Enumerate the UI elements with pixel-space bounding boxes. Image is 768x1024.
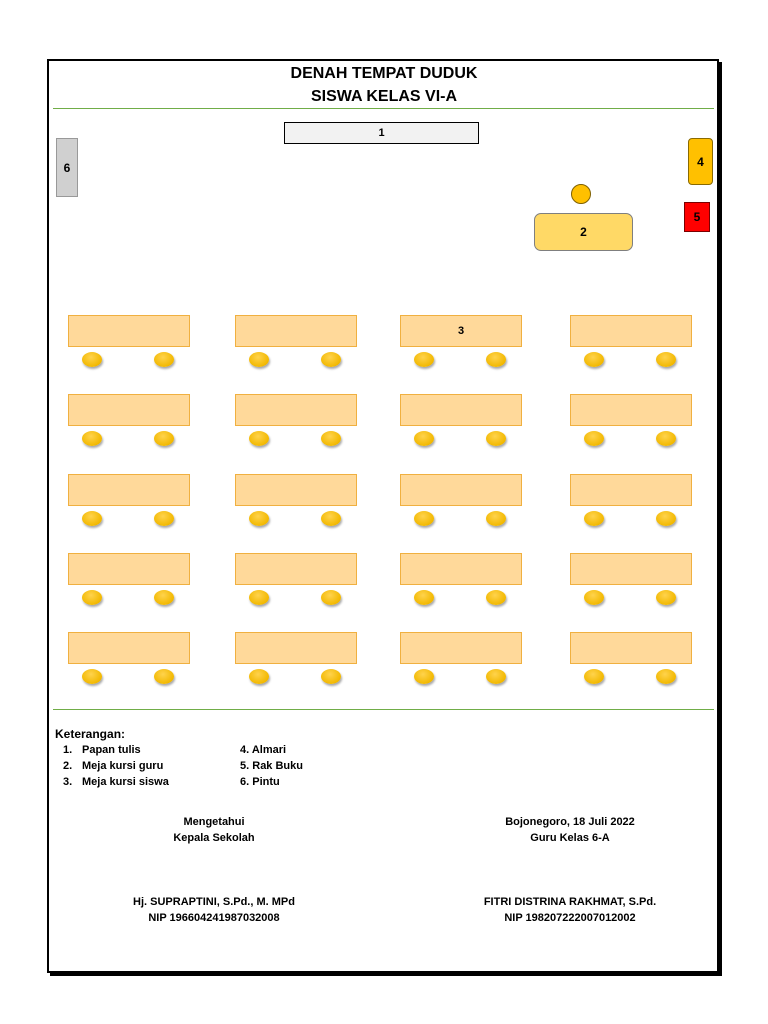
legend-number: 1. <box>63 744 73 756</box>
left-sig-line-2: Kepala Sekolah <box>173 832 255 844</box>
right-sig-line-1: Bojonegoro, 18 Juli 2022 <box>505 816 635 828</box>
student-chair <box>154 511 174 526</box>
student-desk <box>68 553 190 585</box>
left-sig-line-1: Mengetahui <box>183 816 245 828</box>
student-chair <box>249 511 269 526</box>
student-chair <box>321 511 341 526</box>
bottom-divider <box>53 709 714 710</box>
legend-label: Almari <box>251 744 287 756</box>
legend-title: Keterangan: <box>55 727 126 741</box>
student-desk <box>68 394 190 426</box>
student-desk <box>570 553 692 585</box>
teacher-desk: 2 <box>534 213 633 251</box>
student-chair <box>321 590 341 605</box>
legend-item-student-desk <box>63 774 169 790</box>
student-desk <box>570 394 692 426</box>
student-chair <box>82 669 102 684</box>
student-desk <box>68 315 190 347</box>
right-sig-line-2: Guru Kelas 6-A <box>530 832 610 844</box>
legend-label: Meja kursi guru <box>82 760 164 772</box>
left-signatory-nip: NIP 196604241987032008 <box>148 912 280 924</box>
student-chair <box>154 669 174 684</box>
student-chair <box>656 431 676 446</box>
right-signatory <box>455 894 685 926</box>
student-desk <box>235 553 357 585</box>
student-desk <box>235 632 357 664</box>
legend-number: 5. <box>240 760 250 772</box>
title-line-1: DENAH TEMPAT DUDUK <box>290 65 478 82</box>
student-chair <box>249 352 269 367</box>
student-chair <box>249 431 269 446</box>
student-chair <box>486 669 506 684</box>
legend-number: 2. <box>63 760 73 772</box>
student-chair <box>414 669 434 684</box>
student-chair <box>414 352 434 367</box>
student-chair <box>486 511 506 526</box>
legend-number: 6. <box>240 776 250 788</box>
legend-label: Pintu <box>252 776 280 788</box>
student-chair <box>656 511 676 526</box>
student-desk <box>400 632 522 664</box>
student-desk <box>570 315 692 347</box>
student-chair <box>584 352 604 367</box>
right-signatory-name: FITRI DISTRINA RAKHMAT, S.Pd. <box>483 896 657 908</box>
student-desk-marker: 3 <box>400 315 522 347</box>
student-chair <box>584 590 604 605</box>
legend-item-bookshelf <box>240 758 303 774</box>
legend-item-teacher-desk <box>63 758 163 774</box>
student-chair <box>82 511 102 526</box>
left-signatory-name: Hj. SUPRAPTINI, S.Pd., M. MPd <box>133 896 295 908</box>
student-desk <box>400 553 522 585</box>
left-signatory <box>104 894 324 926</box>
student-chair <box>414 590 434 605</box>
student-desk <box>235 394 357 426</box>
student-desk <box>68 632 190 664</box>
legend-number: 3. <box>63 776 73 788</box>
student-chair <box>321 352 341 367</box>
legend-label: Rak Buku <box>252 760 303 772</box>
student-chair <box>82 352 102 367</box>
student-desk <box>400 394 522 426</box>
top-divider <box>53 108 714 109</box>
student-chair <box>82 590 102 605</box>
student-chair <box>656 590 676 605</box>
student-chair <box>321 669 341 684</box>
title-line-2: SISWA KELAS VI-A <box>310 88 458 105</box>
student-chair <box>486 352 506 367</box>
student-chair <box>249 669 269 684</box>
student-chair <box>656 352 676 367</box>
right-signatory-nip: NIP 198207222007012002 <box>504 912 636 924</box>
student-chair <box>656 669 676 684</box>
whiteboard: 1 <box>284 122 479 144</box>
student-chair <box>414 431 434 446</box>
student-chair <box>249 590 269 605</box>
student-desk <box>400 474 522 506</box>
student-desk <box>570 474 692 506</box>
legend-item-board <box>63 742 141 758</box>
student-chair <box>584 669 604 684</box>
legend-label: Papan tulis <box>82 744 141 756</box>
door: 6 <box>56 138 78 197</box>
student-chair <box>486 590 506 605</box>
legend-item-cabinet <box>240 742 286 758</box>
cabinet: 4 <box>688 138 713 185</box>
teacher-chair <box>571 184 591 204</box>
legend-number: 4. <box>240 744 250 756</box>
student-desk <box>235 315 357 347</box>
student-chair <box>154 352 174 367</box>
student-desk <box>68 474 190 506</box>
student-chair <box>414 511 434 526</box>
student-desk <box>235 474 357 506</box>
left-signature-block <box>114 814 314 846</box>
student-desk <box>570 632 692 664</box>
bookshelf: 5 <box>684 202 710 232</box>
student-chair <box>321 431 341 446</box>
student-chair <box>584 431 604 446</box>
legend-item-door <box>240 774 280 790</box>
right-signature-block <box>470 814 670 846</box>
student-chair <box>486 431 506 446</box>
student-chair <box>154 431 174 446</box>
student-chair <box>82 431 102 446</box>
student-chair <box>154 590 174 605</box>
legend-label: Meja kursi siswa <box>82 776 169 788</box>
student-chair <box>584 511 604 526</box>
